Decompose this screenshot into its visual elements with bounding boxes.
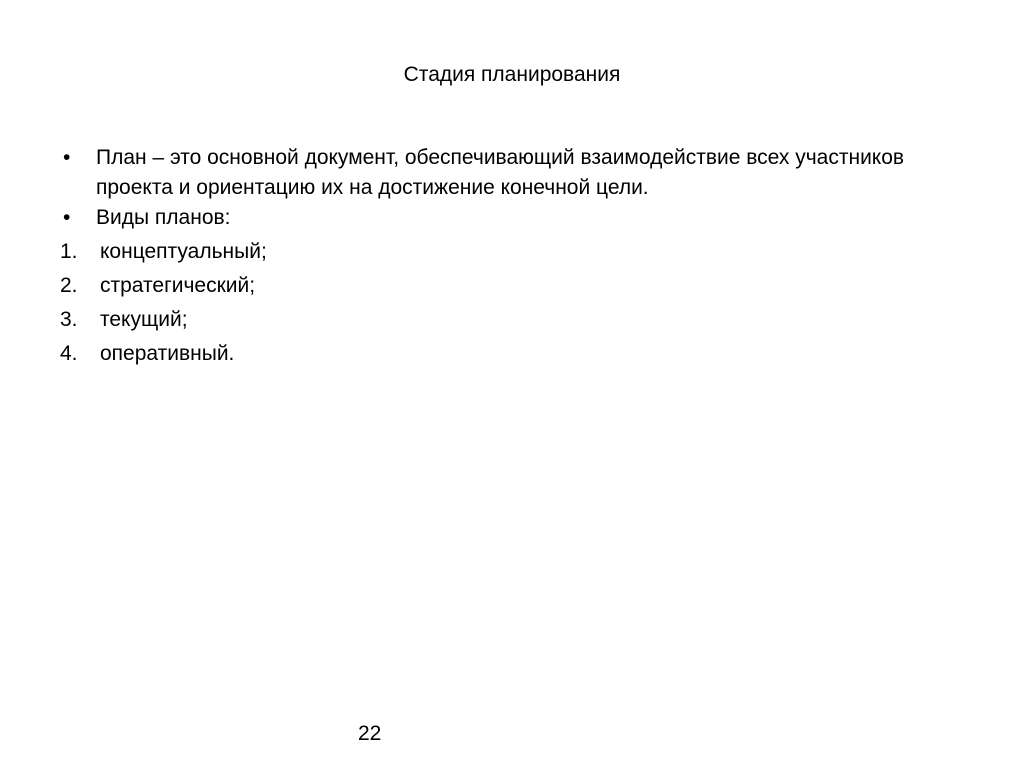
page-number: 22 [358, 722, 382, 745]
bullet-marker: • [63, 146, 71, 169]
number-marker: 2. [60, 274, 78, 297]
numbered-text: стратегический; [100, 274, 256, 297]
numbered-item-current [60, 305, 960, 335]
numbered-text: текущий; [100, 308, 188, 331]
numbered-item-operational [60, 339, 960, 369]
bullet-text: План – это основной документ, обеспечивающий взаимодействие всех участников проекта и ориентацию их на достижение конечной цели. [96, 146, 905, 199]
slide-content [60, 143, 960, 369]
number-marker: 1. [60, 240, 78, 263]
number-marker: 4. [60, 342, 78, 365]
numbered-text: концептуальный; [100, 240, 267, 263]
bullet-item-plan-types [60, 203, 960, 233]
bullet-item-definition [60, 143, 960, 203]
numbered-item-strategic [60, 271, 960, 301]
slide-title: Стадия планирования [403, 63, 621, 86]
numbered-text: оперативный. [100, 342, 235, 365]
bullet-marker: • [63, 206, 71, 229]
number-marker: 3. [60, 308, 78, 331]
bullet-text: Виды планов: [96, 206, 231, 229]
numbered-item-conceptual [60, 237, 960, 267]
